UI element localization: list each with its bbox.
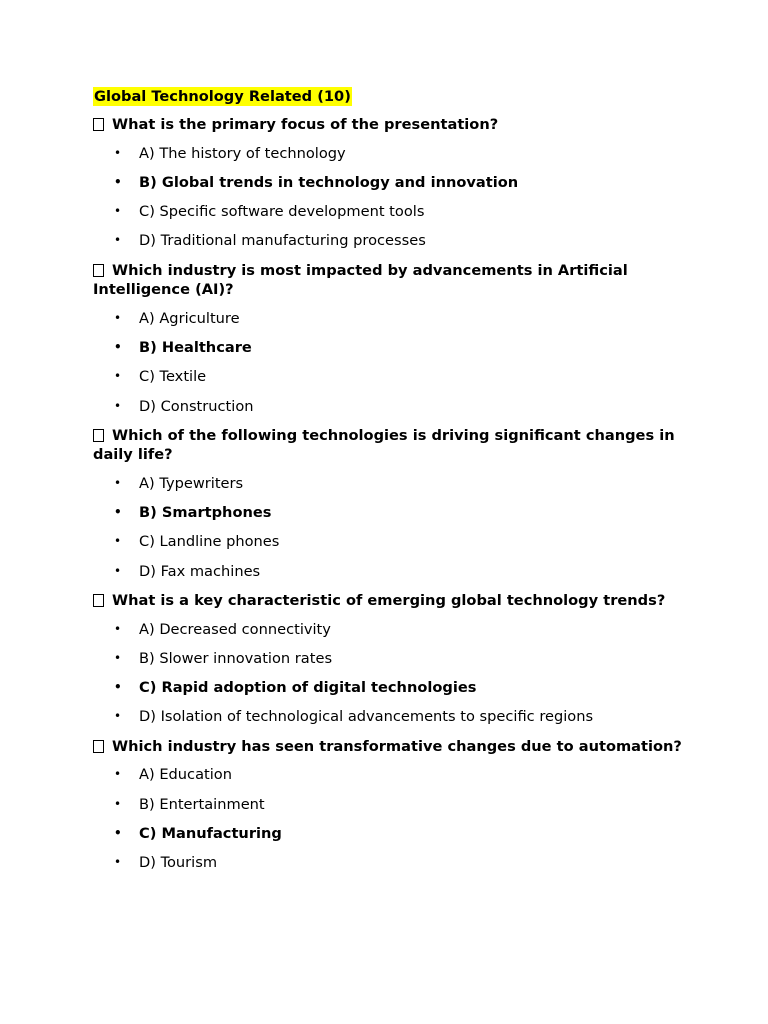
- option-label: B) Global trends in technology and innovation: [139, 173, 519, 191]
- options-list: [93, 765, 693, 872]
- option-item: [93, 144, 693, 163]
- option-label: D) Tourism: [139, 854, 218, 872]
- bullet-icon: •: [114, 621, 122, 636]
- bullet-icon: •: [114, 505, 122, 520]
- option-label: D) Fax machines: [139, 562, 261, 580]
- options-list: [93, 144, 693, 251]
- option-item: [93, 474, 693, 493]
- bullet-icon: •: [114, 680, 122, 695]
- option-item: [93, 231, 693, 250]
- option-label: D) Isolation of technological advancements to specific regions: [139, 708, 594, 726]
- option-item: [93, 853, 693, 872]
- option-item: [93, 397, 693, 416]
- bullet-icon: •: [114, 855, 122, 870]
- question-text: [93, 591, 693, 611]
- bullet-icon: •: [114, 709, 122, 724]
- option-label: B) Slower innovation rates: [139, 649, 333, 667]
- option-item: [93, 532, 693, 551]
- question-block: [93, 591, 693, 726]
- option-label: B) Smartphones: [139, 504, 272, 522]
- option-item-correct: [93, 824, 693, 843]
- option-item: [93, 309, 693, 328]
- option-item: [93, 367, 693, 386]
- option-item: [93, 765, 693, 784]
- question-label: Which industry has seen transformative changes due to automation?: [112, 737, 682, 755]
- question-text: [93, 115, 693, 135]
- bullet-icon: •: [114, 825, 122, 840]
- option-label: C) Textile: [139, 368, 207, 386]
- bullet-icon: •: [114, 534, 122, 549]
- bullet-icon: •: [114, 650, 122, 665]
- option-label: A) Decreased connectivity: [139, 620, 331, 638]
- option-item: [93, 620, 693, 639]
- options-list: [93, 474, 693, 581]
- bullet-icon: •: [114, 767, 122, 782]
- question-block: [93, 426, 693, 581]
- option-label: C) Specific software development tools: [139, 203, 425, 221]
- question-label: What is the primary focus of the presentation?: [112, 116, 499, 133]
- option-item: [93, 562, 693, 581]
- document-title: Global Technology Related (10): [94, 88, 351, 105]
- bullet-icon: •: [114, 563, 122, 578]
- document-page: [93, 86, 693, 882]
- option-item: [93, 707, 693, 726]
- bullet-icon: •: [114, 174, 122, 189]
- bullet-icon: •: [114, 145, 122, 160]
- question-block: [93, 115, 693, 250]
- question-label: What is a key characteristic of emerging global technology trends?: [112, 592, 666, 610]
- question-block: [93, 261, 693, 416]
- bullet-icon: •: [114, 475, 122, 490]
- option-label: D) Traditional manufacturing processes: [139, 232, 426, 250]
- option-label: D) Construction: [139, 397, 254, 415]
- option-item-correct: [93, 503, 693, 522]
- bullet-icon: •: [114, 796, 122, 811]
- question-text: [93, 737, 693, 757]
- option-label: B) Entertainment: [139, 795, 265, 813]
- option-label: C) Rapid adoption of digital technologies: [139, 679, 477, 697]
- bullet-icon: •: [114, 310, 122, 325]
- question-block: [93, 737, 693, 872]
- option-item: [93, 649, 693, 668]
- bullet-icon: •: [114, 398, 122, 413]
- option-label: A) The history of technology: [139, 144, 346, 162]
- question-label: Which industry is most impacted by advancements in Artificial Intelligence (AI)?: [93, 261, 628, 299]
- option-item-correct: [93, 678, 693, 697]
- option-label: B) Healthcare: [139, 338, 252, 356]
- option-item-correct: [93, 338, 693, 357]
- option-label: C) Landline phones: [139, 533, 280, 551]
- bullet-icon: •: [114, 369, 122, 384]
- option-label: A) Agriculture: [139, 309, 240, 327]
- options-list: [93, 620, 693, 727]
- option-label: A) Education: [139, 766, 232, 784]
- bullet-icon: •: [114, 339, 122, 354]
- bullet-icon: •: [114, 204, 122, 219]
- missing-glyph-icon: [93, 118, 104, 131]
- missing-glyph-icon: [93, 740, 104, 753]
- question-label: Which of the following technologies is driving significant changes in daily life?: [93, 426, 675, 464]
- missing-glyph-icon: [93, 429, 104, 442]
- option-item: [93, 202, 693, 221]
- option-item: [93, 795, 693, 814]
- option-label: C) Manufacturing: [139, 824, 282, 842]
- option-item-correct: [93, 173, 693, 192]
- question-text: [93, 261, 693, 300]
- options-list: [93, 309, 693, 416]
- missing-glyph-icon: [93, 594, 104, 607]
- option-label: A) Typewriters: [139, 474, 244, 492]
- bullet-icon: •: [114, 233, 122, 248]
- question-text: [93, 426, 693, 465]
- missing-glyph-icon: [93, 264, 104, 277]
